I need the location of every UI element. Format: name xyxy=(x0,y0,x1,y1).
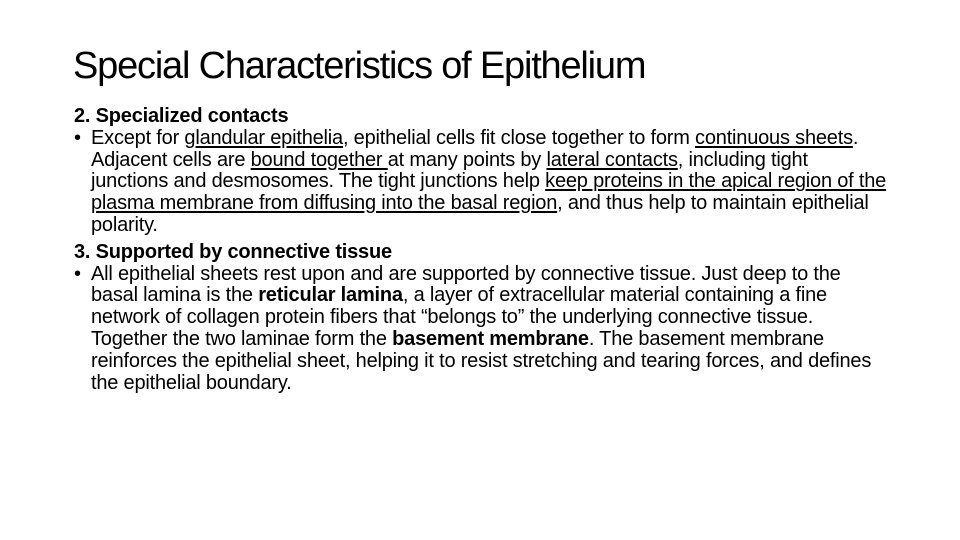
underlined-continuous-sheets: continuous sheets xyxy=(695,126,853,149)
text-run: , a layer of extracellular material containing a fine network of collagen protein fibers that “belongs to” the underlying connective tissue. Together the two laminae form the xyxy=(91,284,827,350)
bold-reticular-lamina: reticular lamina xyxy=(258,284,403,307)
underlined-keep-proteins: keep proteins in the apical region of the plasma membrane from diffusing into the basal region xyxy=(91,170,887,215)
slide-body xyxy=(74,106,889,394)
heading-specialized-contacts: 2. Specialized contacts xyxy=(74,105,289,127)
text-run: , including tight junctions and desmosomes. The tight junctions help xyxy=(91,148,808,193)
underlined-lateral-contacts: lateral contacts xyxy=(546,148,678,171)
bold-basement-membrane: basement membrane xyxy=(392,327,589,350)
slide-title: Special Characteristics of Epithelium xyxy=(73,45,646,87)
underlined-glandular-epithelia: glandular epithelia xyxy=(184,126,343,149)
bullet-dot: • xyxy=(74,126,81,149)
bullet-connective-tissue xyxy=(74,264,889,395)
text-run: , and thus help to maintain epithelial polarity. xyxy=(91,192,869,236)
text-run: All epithelial sheets rest upon and are supported by connective tissue. Just deep to the basal lamina is the xyxy=(91,262,841,307)
text-run: at many points by xyxy=(387,148,547,171)
text-run: . Adjacent cells are xyxy=(91,126,859,171)
underlined-bound-together: bound together xyxy=(250,148,388,171)
bullet-specialized-contacts xyxy=(74,128,889,237)
text-run: Except for xyxy=(91,126,185,149)
heading-supported-by-connective-tissue: 3. Supported by connective tissue xyxy=(74,240,392,263)
text-run: , epithelial cells fit close together to form xyxy=(342,126,696,149)
text-run: . The basement membrane reinforces the epithelial sheet, helping it to resist stretching and tearing forces, and defines the epithelial boundary. xyxy=(91,327,872,394)
bullet-dot: • xyxy=(74,262,81,285)
